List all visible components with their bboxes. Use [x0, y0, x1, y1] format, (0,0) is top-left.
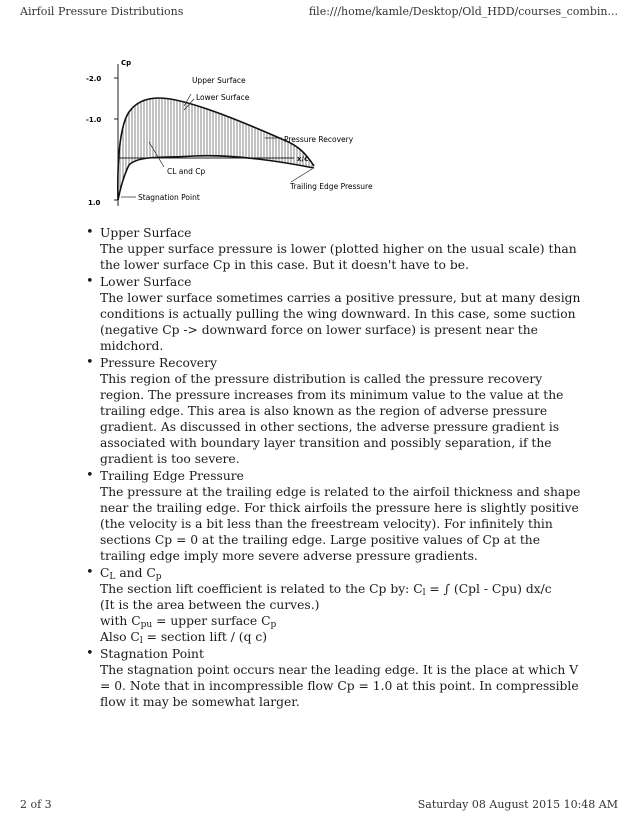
label-pressure-recovery: Pressure Recovery: [284, 135, 354, 144]
item-title: • Trailing Edge Pressure: [100, 469, 244, 483]
definition-list: [84, 225, 584, 711]
item-body: The upper surface pressure is lower (plotted higher on the usual scale) than the lower surface Cp in this case. But it doesn't have to be.: [100, 242, 577, 272]
label-cl-and-cp: CL and Cp: [167, 167, 206, 176]
tick-label-minus2: -2.0: [86, 75, 102, 83]
item-body: The pressure at the trailing edge is related to the airfoil thickness and shape near the trailing edge. For thick airfoils the pressure here is slightly positive (the velocity is a bit less than the freestream velocity). For infinitely thin sections Cp = 0 at the trailing edge. Large positive values of Cp at the trailing edge imply more severe adverse pressure gradients.: [100, 485, 581, 563]
list-item-lower-surface: [84, 274, 584, 354]
pressure-distribution-diagram: [84, 50, 414, 212]
item-body: The stagnation point occurs near the leading edge. It is the place at which V = 0. Note that in incompressible flow Cp = 1.0 at this point. In compressible flow it may be somewhat larger.: [100, 663, 579, 709]
page-number: 2 of 3: [20, 798, 52, 811]
xc-axis-label: x/c: [297, 155, 309, 163]
page-header-title: Airfoil Pressure Distributions: [20, 5, 184, 18]
item-body: The lower surface sometimes carries a positive pressure, but at many design conditions is actually pulling the wing downward. In this case, some suction (negative Cp -> downward force on lower surface) is present near the midchord.: [100, 291, 581, 353]
print-timestamp: Saturday 08 August 2015 10:48 AM: [417, 798, 618, 811]
item-body-line: (It is the area between the curves.): [100, 598, 320, 612]
list-item-cl-and-cp: [84, 565, 584, 645]
item-body: This region of the pressure distribution is called the pressure recovery region. The pressure increases from its minimum value to the value at the trailing edge. This area is also known as the region of adverse pressure gradient. As discussed in other sections, the adverse pressure gradient is associated with boundary layer transition and possibly separation, if the gradient is too severe.: [100, 372, 564, 466]
tick-label-plus1: 1.0: [88, 199, 101, 207]
item-title: • $C_L$ and $C_p$: [100, 566, 162, 582]
list-item-upper-surface: [84, 225, 584, 273]
item-title: • Stagnation Point: [100, 647, 204, 661]
label-trailing-edge-pressure: Trailing Edge Pressure: [290, 182, 373, 191]
cp-axis-label: Cp: [121, 59, 132, 67]
label-lower-surface: Lower Surface: [196, 93, 250, 102]
item-title: • Upper Surface: [100, 226, 192, 240]
tick-label-minus1: -1.0: [86, 116, 102, 124]
label-stagnation-point: Stagnation Point: [138, 193, 200, 202]
item-title: • Pressure Recovery: [100, 356, 217, 370]
label-upper-surface: Upper Surface: [192, 76, 246, 85]
item-title: • Lower Surface: [100, 275, 192, 289]
list-item-trailing-edge-pressure: [84, 468, 584, 564]
item-body-line: Also $C_l$ = section lift / (q c): [100, 630, 268, 646]
list-item-pressure-recovery: [84, 355, 584, 467]
item-body-line: The section lift coefficient is related to the Cp by: $C_l$ = ∫ (Cpl - Cpu) dx/c: [100, 582, 552, 598]
item-body-line: with $C_{pu}$ = upper surface $C_p$: [100, 614, 277, 630]
list-item-stagnation-point: [84, 646, 584, 710]
page-header-url: file:///home/kamle/Desktop/Old_HDD/courses_combin...: [308, 5, 618, 18]
